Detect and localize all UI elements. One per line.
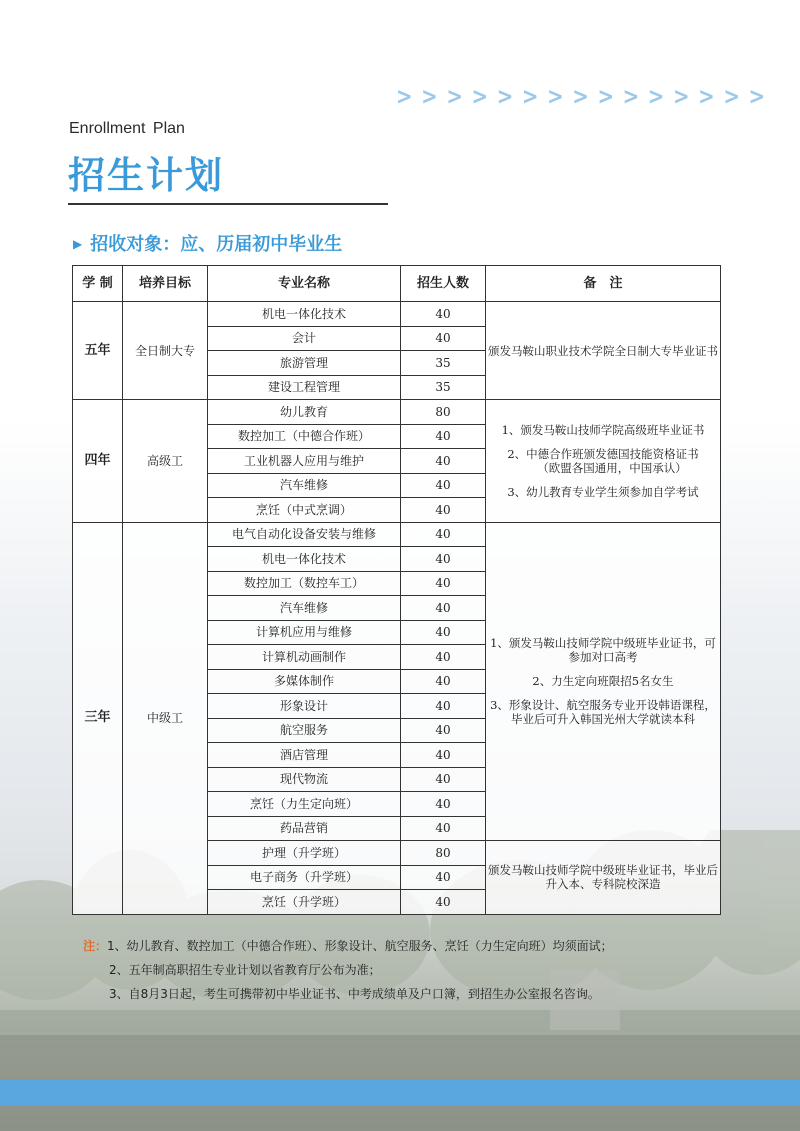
remark-line: 3、形象设计、航空服务专业开设韩语课程，毕业后可升入韩国光州大学就读本科: [490, 698, 716, 727]
footnote-3: 3、自8月3日起，考生可携带初中毕业证书、中考成绩单及户口簿，到招生办公室报名咨询。: [109, 987, 600, 1001]
header-goal: 培养目标: [123, 266, 208, 302]
footnote-label: 注：: [83, 939, 108, 953]
major-cell: 计算机动画制作: [208, 645, 401, 670]
subtitle-text: 招收对象：应、历届初中毕业生: [90, 234, 343, 255]
major-cell: 形象设计: [208, 694, 401, 719]
count-cell: 40: [401, 890, 486, 915]
major-cell: 数控加工（数控车工）: [208, 571, 401, 596]
count-cell: 40: [401, 498, 486, 523]
system-cell: 五年: [73, 302, 123, 400]
count-cell: 40: [401, 547, 486, 572]
section-subtitle: [73, 230, 342, 256]
count-cell: 40: [401, 326, 486, 351]
table-row: [73, 522, 721, 547]
count-cell: 35: [401, 375, 486, 400]
count-cell: 35: [401, 351, 486, 376]
remark-text: （欧盟各国通用，中国承认）: [537, 460, 687, 475]
major-cell: 建设工程管理: [208, 375, 401, 400]
count-cell: 40: [401, 816, 486, 841]
count-cell: 40: [401, 645, 486, 670]
remark-text: 2、中德合作班颁发德国技能资格证书: [507, 446, 699, 461]
count-cell: 40: [401, 522, 486, 547]
major-cell: 机电一体化技术: [208, 302, 401, 327]
major-cell: 酒店管理: [208, 743, 401, 768]
major-cell: 烹饪（升学班）: [208, 890, 401, 915]
header-remarks: 备 注: [486, 266, 721, 302]
title-divider: [68, 203, 388, 205]
major-cell: 汽车维修: [208, 473, 401, 498]
major-cell: 数控加工（中德合作班）: [208, 424, 401, 449]
count-cell: 40: [401, 571, 486, 596]
table-header-row: [73, 266, 721, 302]
count-cell: 80: [401, 400, 486, 425]
major-cell: 电子商务（升学班）: [208, 865, 401, 890]
major-cell: 汽车维修: [208, 596, 401, 621]
goal-cell: 全日制大专: [123, 302, 208, 400]
decorative-arrows: > > > > > > > > > > > > > > >: [396, 84, 766, 110]
footnotes: [83, 934, 613, 1006]
header-count: 招生人数: [401, 266, 486, 302]
footnote-text: 1、幼儿教育、数控加工（中德合作班）、形象设计、航空服务、烹饪（力生定向班）均须面试；: [107, 939, 613, 953]
english-title: Enrollment Plan: [69, 120, 185, 137]
remark-line: 颁发马鞍山职业技术学院全日制大专毕业证书: [488, 343, 718, 358]
major-cell: 现代物流: [208, 767, 401, 792]
major-cell: 旅游管理: [208, 351, 401, 376]
count-cell: 80: [401, 841, 486, 866]
major-cell: 烹饪（力生定向班）: [208, 792, 401, 817]
count-cell: 40: [401, 449, 486, 474]
count-cell: 40: [401, 669, 486, 694]
count-cell: 40: [401, 694, 486, 719]
remark-line: 1、颁发马鞍山技师学院中级班毕业证书，可参加对口高考: [490, 636, 716, 665]
goal-cell: 中级工: [123, 522, 208, 914]
remark-line: 2、力生定向班限招5名女生: [532, 674, 674, 689]
bottom-color-bar: [0, 1080, 800, 1106]
count-cell: 40: [401, 424, 486, 449]
remark-line: 颁发马鞍山技师学院中级班毕业证书，毕业后升入本、专科院校深造: [488, 863, 718, 892]
major-cell: 工业机器人应用与维护: [208, 449, 401, 474]
remarks-cell: [486, 522, 721, 841]
goal-cell: 高级工: [123, 400, 208, 523]
major-cell: 药品营销: [208, 816, 401, 841]
footnote-1: [83, 934, 613, 958]
count-cell: 40: [401, 743, 486, 768]
count-cell: 40: [401, 865, 486, 890]
major-cell: 电气自动化设备安装与维修: [208, 522, 401, 547]
table-row: [73, 302, 721, 327]
remarks-cell: [486, 841, 721, 915]
count-cell: 40: [401, 792, 486, 817]
system-cell: 三年: [73, 522, 123, 914]
remark-line: 3、幼儿教育专业学生须参加自学考试: [507, 484, 699, 499]
count-cell: 40: [401, 718, 486, 743]
major-cell: 多媒体制作: [208, 669, 401, 694]
count-cell: 40: [401, 473, 486, 498]
count-cell: 40: [401, 302, 486, 327]
enrollment-table: [72, 265, 721, 915]
major-cell: 幼儿教育: [208, 400, 401, 425]
major-cell: 会计: [208, 326, 401, 351]
major-cell: 计算机应用与维修: [208, 620, 401, 645]
count-cell: 40: [401, 767, 486, 792]
major-cell: 机电一体化技术: [208, 547, 401, 572]
triangle-bullet-icon: ▶: [73, 237, 83, 251]
count-cell: 40: [401, 596, 486, 621]
table-row: [73, 400, 721, 425]
count-cell: 40: [401, 620, 486, 645]
footnote-2: 2、五年制高职招生专业计划以省教育厅公布为准；: [109, 963, 381, 977]
system-cell: 四年: [73, 400, 123, 523]
remark-line: 1、颁发马鞍山技师学院高级班毕业证书: [501, 422, 705, 437]
major-cell: 航空服务: [208, 718, 401, 743]
remark-line: [486, 447, 720, 475]
page-title: 招生计划: [68, 154, 224, 197]
header-major: 专业名称: [208, 266, 401, 302]
major-cell: 护理（升学班）: [208, 841, 401, 866]
remarks-cell: [486, 302, 721, 400]
major-cell: 烹饪（中式烹调）: [208, 498, 401, 523]
remarks-cell: [486, 400, 721, 523]
header-system: 学 制: [73, 266, 123, 302]
